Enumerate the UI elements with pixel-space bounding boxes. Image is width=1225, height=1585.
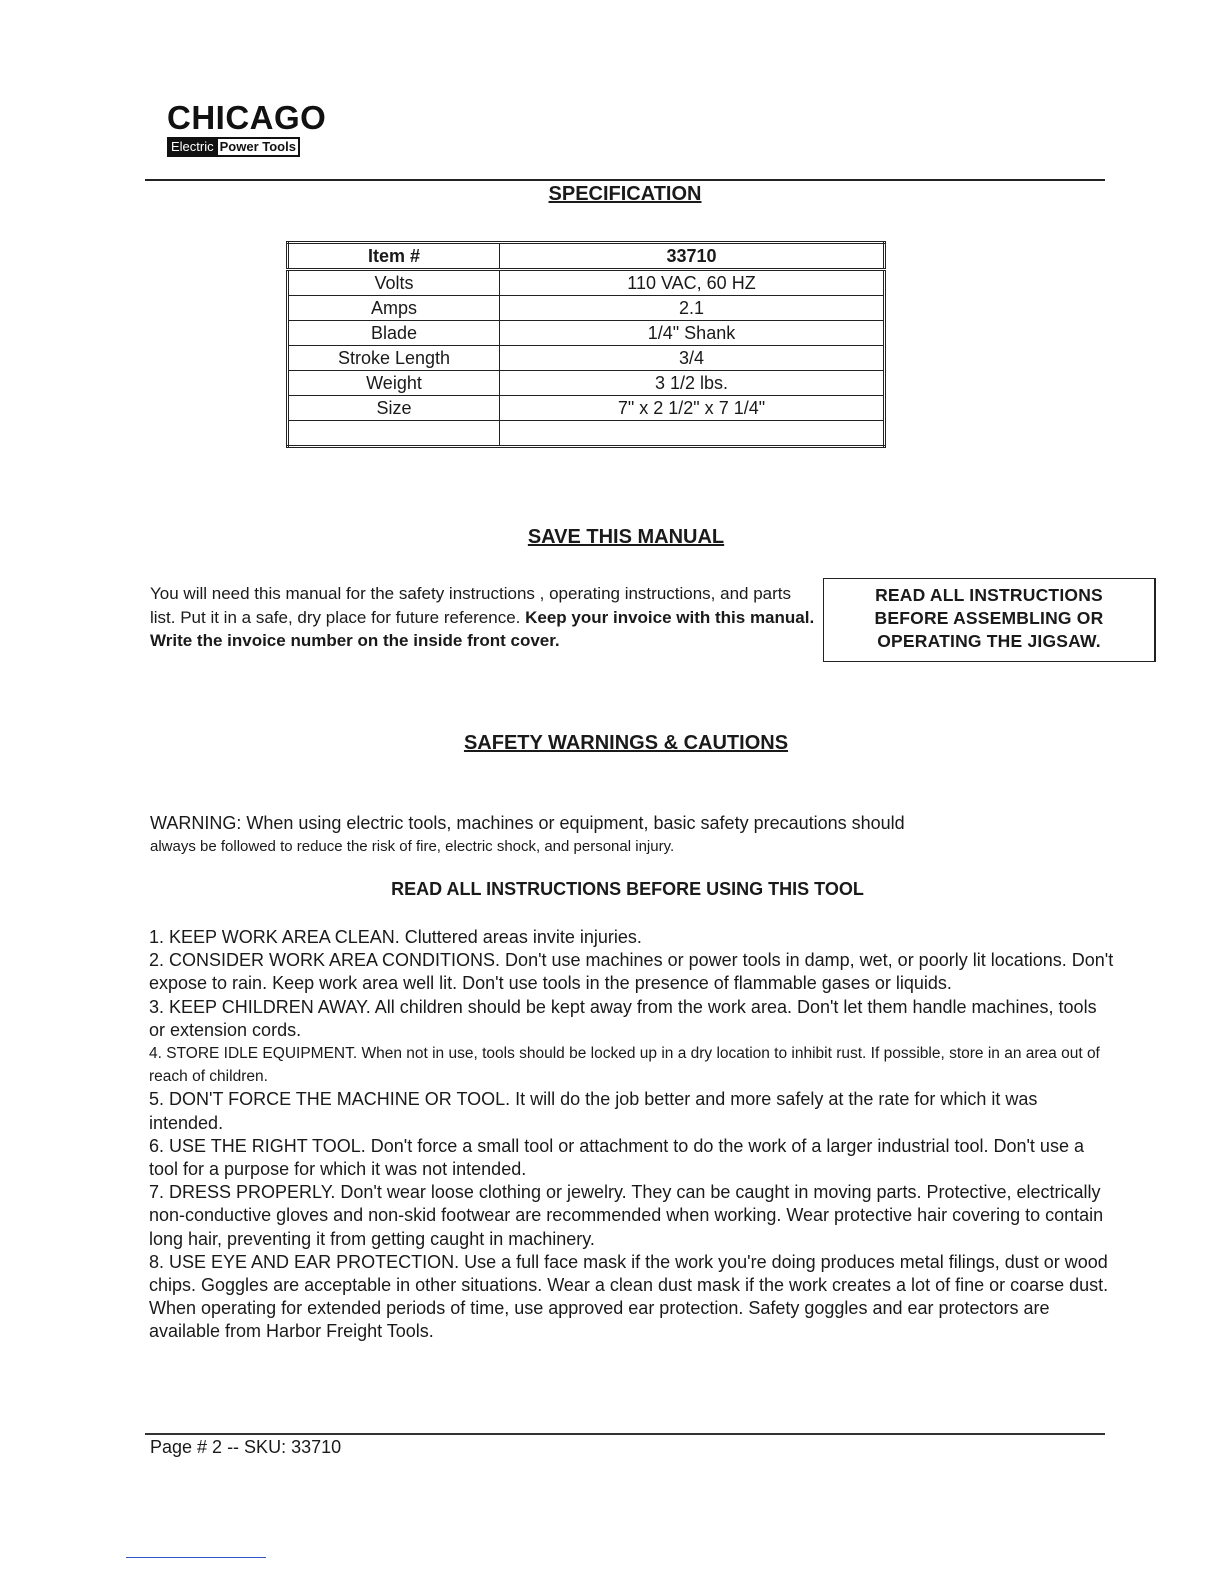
list-item: 7. DRESS PROPERLY. Don't wear loose clothing or jewelry. They can be caught in moving parts. Protective, electrically non-conductive gloves and non-skid footwear are recommended when working. Wear protective hair covering to contain long hair, preventing it from getting caught in machinery. [149,1182,1104,1249]
logo-tag-electric: Electric [171,139,214,154]
brand-logo [167,99,327,157]
logo-tagline [167,137,300,157]
spec-value: 2.1 [500,296,885,321]
safety-rules-list [149,926,1114,1344]
spec-value: 33710 [500,243,885,270]
specification-table [286,241,886,448]
table-row [288,396,885,421]
list-item: 6. USE THE RIGHT TOOL. Don't force a small tool or attachment to do the work of a larger industrial tool. Don't use a tool for a purpose for which it was not intended. [149,1135,1084,1180]
list-item: 3. KEEP CHILDREN AWAY. All children should be kept away from the work area. Don't let them handle machines, tools or extension cords. [149,996,1097,1040]
spec-header-row [288,243,885,270]
spec-key: Item # [288,243,500,270]
logo-tag-power-tools: Power Tools [216,139,298,155]
list-item: 4. STORE IDLE EQUIPMENT. When not in use, tools should be locked up in a dry location to inhibit rust. If possible, store in an area out of reach of children. [149,1045,1100,1086]
read-all-instructions-heading: READ ALL INSTRUCTIONS BEFORE USING THIS TOOL [391,879,864,899]
table-row [288,371,885,396]
spec-key: Size [288,396,500,421]
list-item: 5. DON'T FORCE THE MACHINE OR TOOL. It will do the job better and more safely at the rate for which it was intended. [149,1089,1038,1133]
page-link-underline [126,1557,266,1558]
warning-line-1: WARNING: When using electric tools, machines or equipment, basic safety precautions should [150,813,905,833]
table-row [288,270,885,296]
logo-brand-name: CHICAGO [167,99,327,136]
warning-line-2: always be followed to reduce the risk of fire, electric shock, and personal injury. [150,838,675,855]
spec-value: 3 1/2 lbs. [500,371,885,396]
table-row-empty [288,421,885,447]
spec-key: Blade [288,321,500,346]
save-manual-paragraph [150,582,820,653]
list-item: 1. KEEP WORK AREA CLEAN. Cluttered areas invite injuries. [149,927,642,947]
page-footer: Page # 2 -- SKU: 33710 [150,1437,342,1457]
safety-heading: SAFETY WARNINGS & CAUTIONS [463,732,789,754]
spec-value [500,421,885,447]
read-instructions-notice [823,578,1156,662]
spec-value: 110 VAC, 60 HZ [500,270,885,296]
table-row [288,346,885,371]
notice-line: BEFORE ASSEMBLING OR [874,608,1104,628]
save-manual-text: You will need this manual for the safety instructions , operating instructions, and parts list. Put it in a safe, dry place for future reference. [150,584,792,627]
header-divider [145,179,1105,181]
spec-value: 1/4" Shank [500,321,885,346]
footer-divider [145,1433,1105,1435]
spec-value: 7" x 2 1/2" x 7 1/4" [500,396,885,421]
save-manual-heading: SAVE THIS MANUAL [527,526,725,548]
spec-key: Weight [288,371,500,396]
spec-value: 3/4 [500,346,885,371]
specification-heading: SPECIFICATION [548,183,702,205]
list-item: 8. USE EYE AND EAR PROTECTION. Use a full face mask if the work you're doing produces metal filings, dust or wood chips. Goggles are acceptable in other situations. Wear a clean dust mask if the work creates a lot of fine or coarse dust. When operating for extended periods of time, use approved ear protection. Safety goggles and ear protectors are available from Harbor Freight Tools. [149,1251,1109,1342]
notice-line: OPERATING THE JIGSAW. [877,631,1101,651]
table-row [288,321,885,346]
spec-key: Amps [288,296,500,321]
table-row [288,296,885,321]
spec-key: Stroke Length [288,346,500,371]
notice-line: READ ALL INSTRUCTIONS [875,585,1103,605]
spec-key: Volts [288,270,500,296]
list-item: 2. CONSIDER WORK AREA CONDITIONS. Don't use machines or power tools in damp, wet, or poorly lit locations. Don't expose to rain. Keep work area well lit. Don't use tools in the presence of flammable gases or liquids. [149,950,1114,994]
spec-key [288,421,500,447]
warning-paragraph [150,812,1110,858]
save-manual-bold-text: Keep your invoice with this manual. Write the invoice number on the inside front cover. [150,607,815,650]
